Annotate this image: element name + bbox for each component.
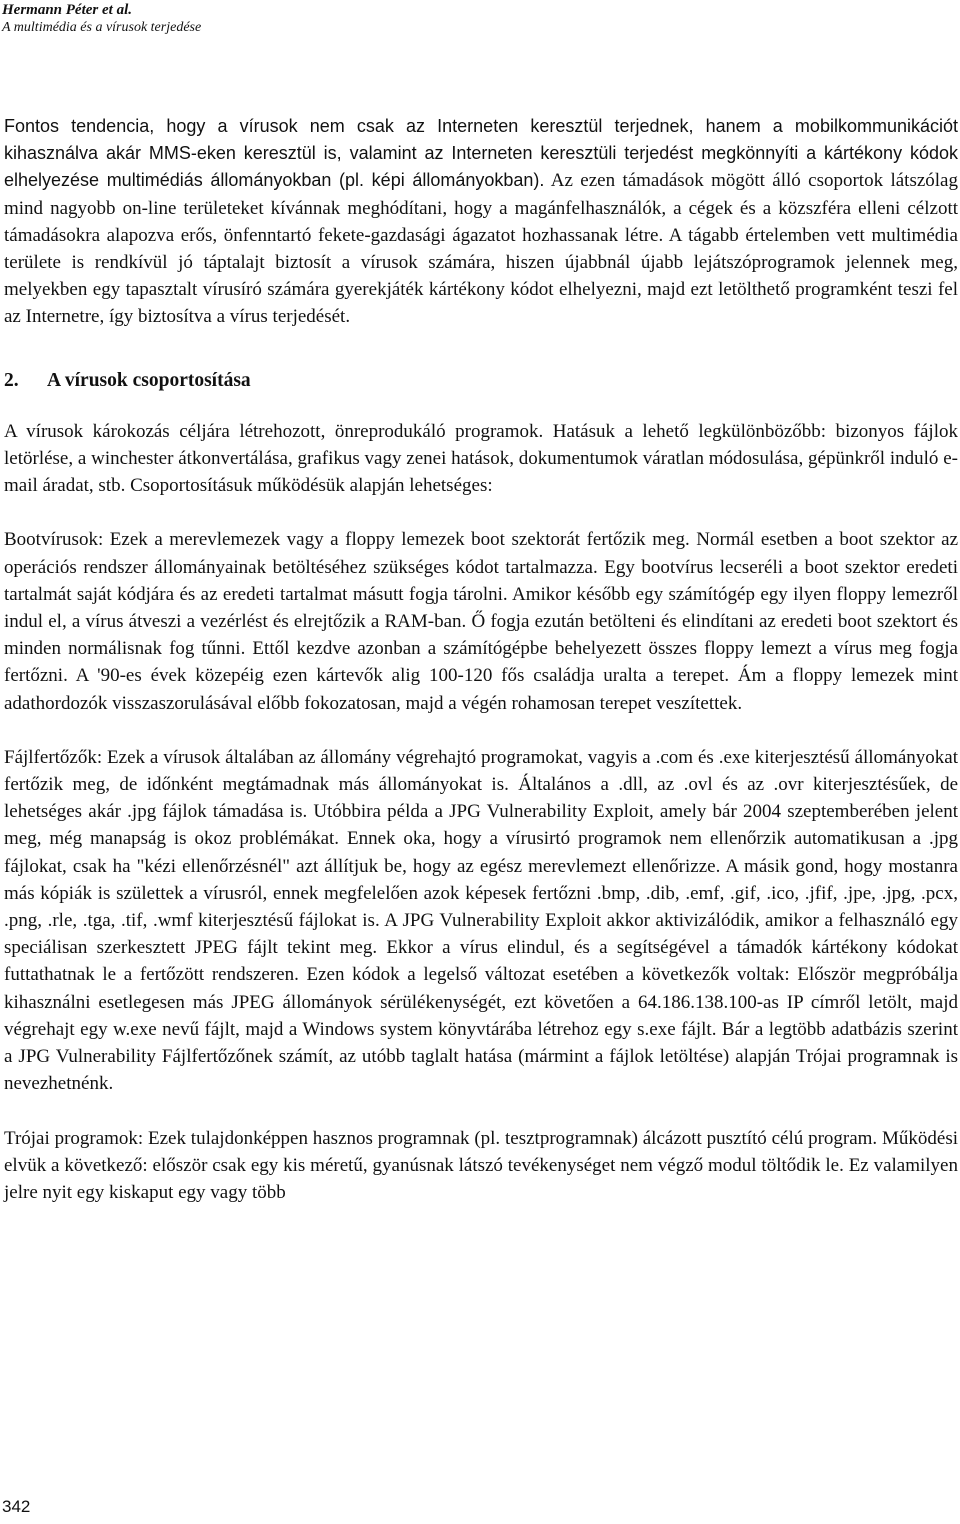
trojans-paragraph: Trójai programok: Ezek tulajdonképpen hasznos programnak (pl. tesztprogramnak) álcázott pusztító célú program. Működési elvük a következő: először csak egy kis méretű, gyanúsnak látszó tevékenységet nem végző modul töltődik le. Ez valamilyen jelre nyit egy kiskaput egy vagy több [4, 1127, 958, 1203]
running-header [2, 2, 201, 36]
header-title: A multimédia és a vírusok terjedése [2, 20, 202, 35]
intro-part-1: Fontos tendencia, hogy a vírusok nem csak az Interneten keresztül terjednek, hanem a mobilkommunikációt kihasználva akár MMS-eken keresztül is, valamint az Interneten keresztüli terjedést megkönnyíti a kártékony kódok elhelyezése multimédiás állományokban (pl. képi állományokban). [4, 116, 958, 191]
section-title: A vírusok csoportosítása [47, 369, 251, 391]
classification-intro-paragraph: A vírusok károkozás céljára létrehozott, önreprodukáló programok. Hatásuk a lehető legkülönbözőbb: bizonyos fájlok letörlése, a winchester átkonvertálása, grafikus vagy zenei hatások, dokumentumok váratlan módosulása, gépünkről induló e-mail áradat, stb. Csoportosításuk működésük alapján lehetséges: [4, 420, 958, 497]
intro-part-2: Az ezen támadások mögött álló csoportok látszólag mind nagyobb on-line területeket kívánnak meghódítani, hogy a magánfelhasználók, a cégek és a közszféra elleni célzott támadásokra alapozva erős, önfenntartó fekete-gazdasági ágazatot hozhassanak létre. [4, 170, 958, 246]
intro-part-3: A tágabb értelemben vett multimédia területe is rendkívül jó táptalajt biztosít a vírusok számára, hiszen újabbnál újabb lejátszóprogramok jelennek meg, melyekben egy tapasztalt vírusíró számára gyerekjáték kártékony kódot elhelyezni, majd ezt letölthető programként teszi fel az Internetre, így biztosítva a vírus terjedését. [4, 224, 958, 328]
file-infectors-paragraph: Fájlfertőzők: Ezek a vírusok általában az állomány végrehajtó programokat, vagyis a .com és .exe kiterjesztésű állományokat fertőzik meg, de időnként megtámadnak más állományokat is. Általános a .dll, az .ovl és az .ovr kiterjesztésűek, de lehetséges akár .jpg fájlok támadása is. Utóbbira példa a JPG Vulnerability Exploit, amely bár 2004 szeptemberében jelent meg, még manapság is okoz problémákat. Ennek oka, hogy a vírusirtó programok nem ellenőrzik automatikusan a .jpg fájlokat, csak ha "kézi ellenőrzésnél" azt állítjuk be, hogy az egész merevlemezt ellenőrizze. A másik gond, hogy mostanra más kópiák is születtek a vírusról, ennek megfelelően azok képesek fertőzni .bmp, .dib, .emf, .gif, .ico, .jfif, .jpe, .jpg, .pcx, .png, .rle, .tga, .tif, .wmf kiterjesztésű fájlokat is. A JPG Vulnerability Exploit akkor aktivizálódik, amikor a felhasználó egy speciálisan szerkesztett JPEG fájlt tekint meg. Ekkor a vírus elindul, és a segítségével a támadók kártékony kódokat futtathatnak le a fertőzött rendszeren. Ezen kódok a legelső változat esetében a következők voltak: Először megpróbálja kihasználni esetlegesen más JPEG állományok sérülékenységét, ezt követően a 64.186.138.100-as IP címről letölt, majd végrehajt egy w.exe nevű fájlt, majd a Windows system könyvtárába létrehoz egy s.exe fájlt. Bár a legtöbb adatbázis szerint a JPG Vulnerability Fájlfertőzőnek számít, az utóbb taglalt hatása (mármint a fájlok letöltése) alapján Trójai programnak is nevezhetnénk. [4, 746, 958, 1095]
page-number: 342 [2, 1497, 31, 1516]
section-heading [4, 367, 958, 394]
boot-viruses-paragraph: Bootvírusok: Ezek a merevlemezek vagy a floppy lemezek boot szektorát fertőzik meg. Normál esetben a boot szektor az operációs rendszer állományainak betöltéséhez szükséges kódot tartalmazza. Egy bootvírus lecseréli a boot szektor eredeti tartalmát saját kódjára és az eredeti tartalmat másutt fogja tárolni. Amikor később egy számítógép egy ilyen floppy lemezről indul el, a vírus átveszi a vezérlést és elrejtőzik a RAM-ban. Ő fogja ezután betölteni és elindítani az eredeti boot szektort és minden normálisnak fog tűnni. Ettől kezdve azonban a számítógépbe behelyezett összes floppy lemezt a vírus meg fogja fertőzni. A '90-es évek közepéig ezen kártevők alig 100-120 fős családja uralta a terepet. Ám a floppy lemezek mint adathordozók visszaszorulásával előbb fokozatosan, majd a végén rohamosan terepet veszítettek. [4, 529, 958, 714]
intro-paragraph [4, 113, 958, 331]
document-body [4, 113, 958, 1206]
section-number: 2. [4, 369, 19, 391]
header-author: Hermann Péter et al. [2, 2, 132, 18]
